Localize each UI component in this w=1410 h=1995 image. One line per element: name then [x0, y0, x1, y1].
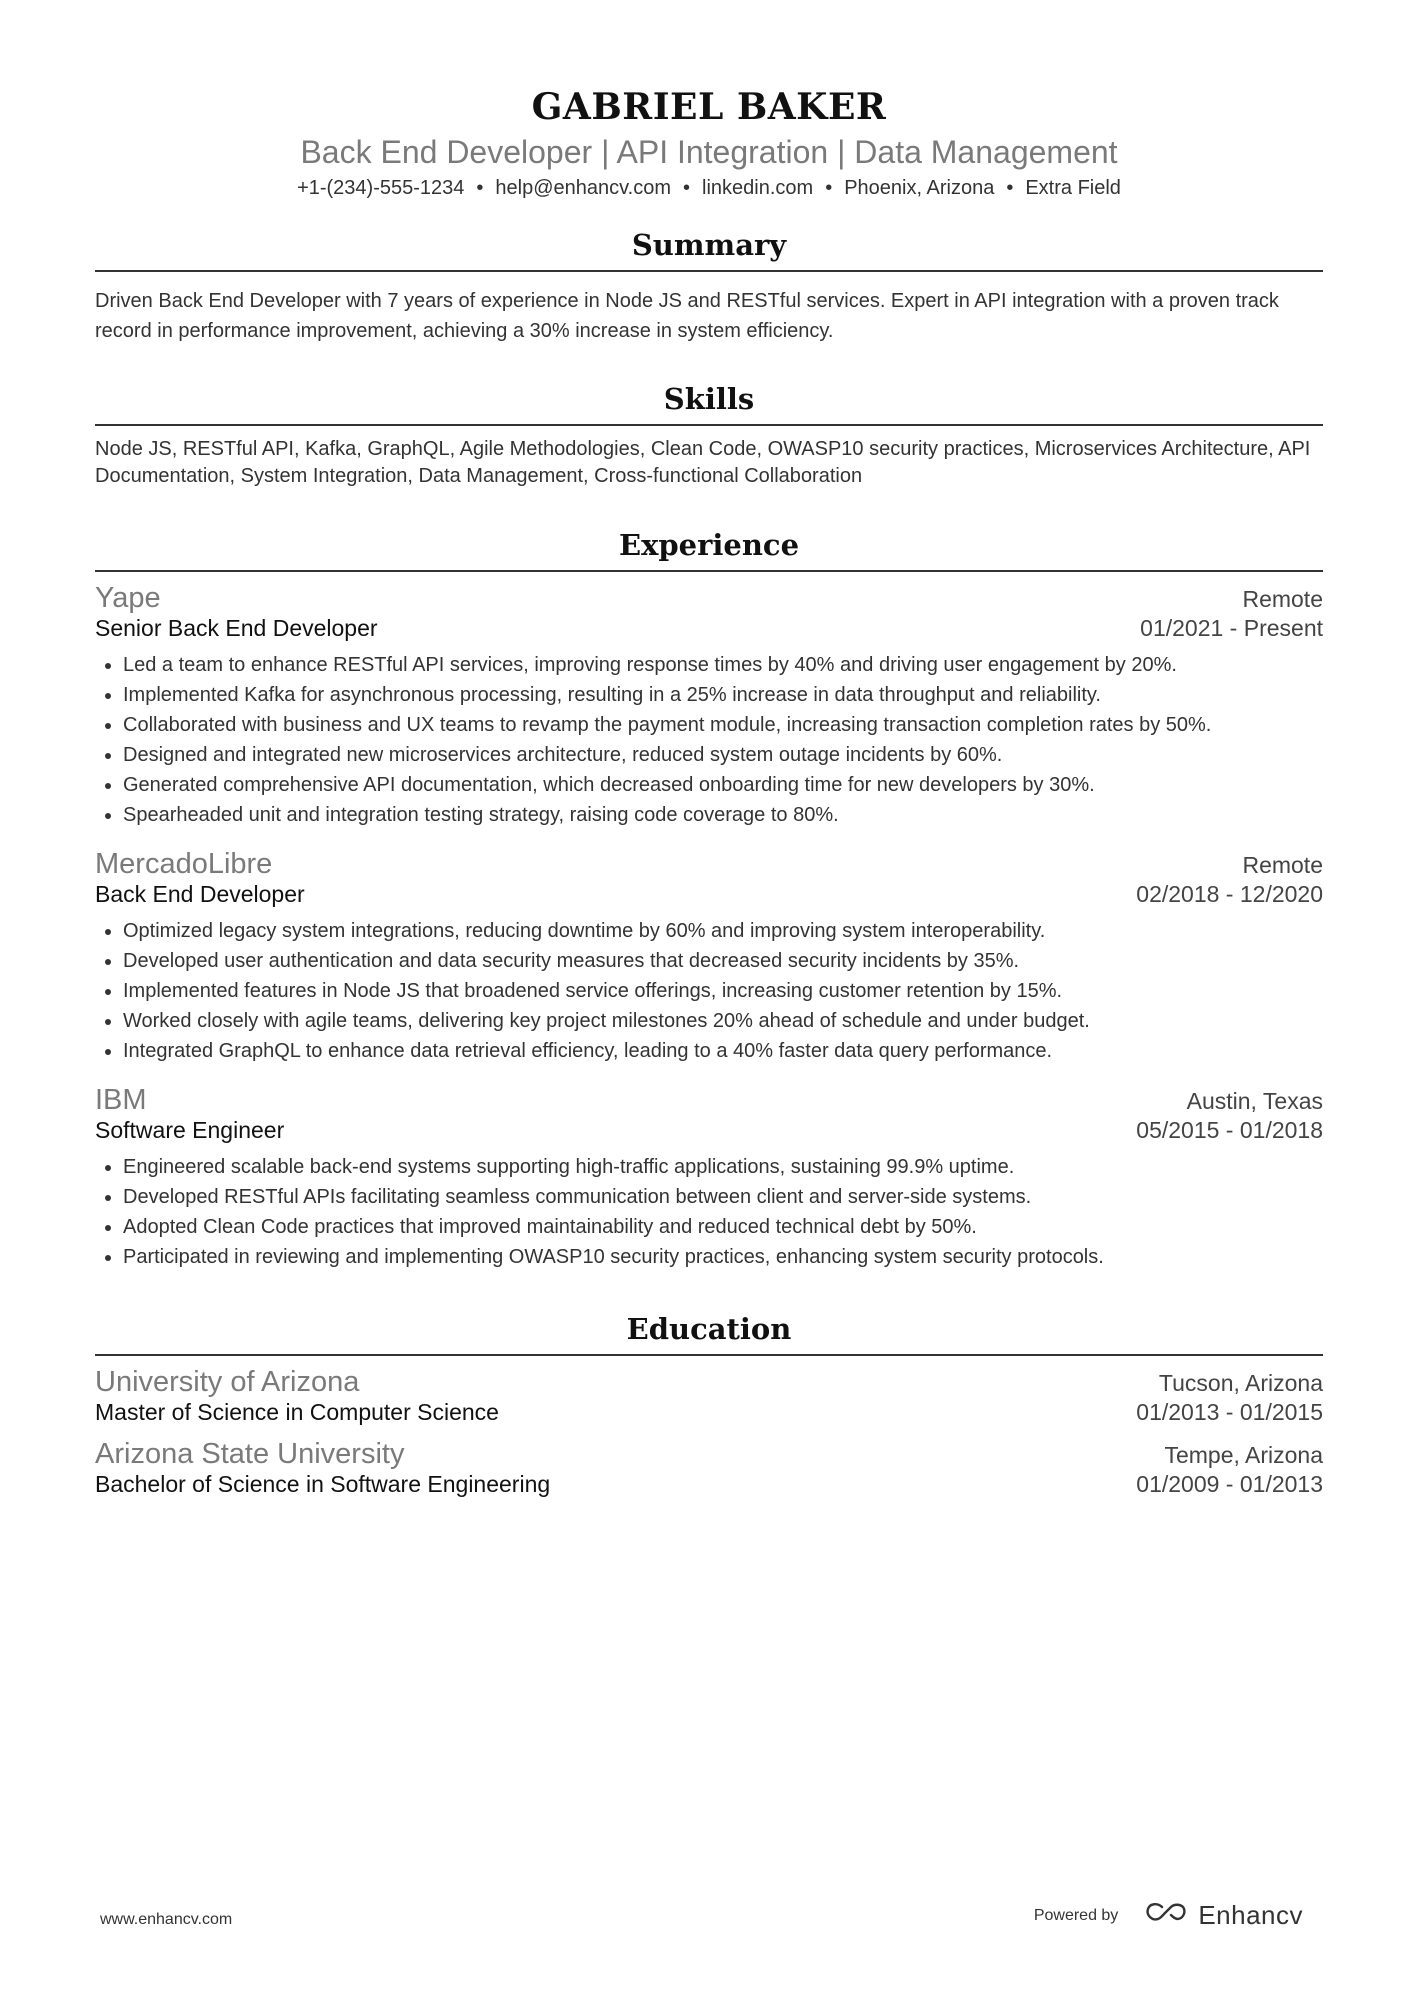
contact-phone: +1-(234)-555-1234	[297, 177, 465, 199]
footer-website[interactable]: www.enhancv.com	[100, 1911, 233, 1928]
contact-line	[95, 177, 1323, 200]
job-bullet: • Worked closely with agile teams, delivering key project milestones 20% ahead of schedule and under budget.	[123, 1006, 1323, 1036]
bullet-separator: •	[476, 177, 484, 199]
powered-by-label: Powered by	[1033, 1906, 1119, 1924]
enhancv-logo-icon	[1144, 1901, 1190, 1930]
school-name: Arizona State University	[95, 1438, 405, 1470]
job-dates: 02/2018 - 12/2020	[1136, 881, 1323, 907]
job-location: Austin, Texas	[1186, 1088, 1323, 1114]
contact-location: Phoenix, Arizona	[844, 177, 995, 199]
job-entry	[95, 848, 1323, 1066]
job-bullet: • Developed user authentication and data security measures that decreased security incidents by 35%.	[123, 946, 1323, 976]
bullet-separator: •	[825, 177, 833, 199]
job-bullet: • Implemented Kafka for asynchronous processing, resulting in a 25% increase in data throughput and reliability.	[123, 680, 1323, 710]
summary-section	[95, 228, 1323, 346]
job-title: Back End Developer	[95, 881, 305, 907]
education-dates: 01/2009 - 01/2013	[1136, 1471, 1323, 1497]
job-entry	[95, 582, 1323, 830]
job-bullet: • Adopted Clean Code practices that improved maintainability and reduced technical debt by 50%.	[123, 1212, 1323, 1242]
job-bullet: • Developed RESTful APIs facilitating seamless communication between client and server-side systems.	[123, 1182, 1323, 1212]
company-name: IBM	[95, 1084, 147, 1116]
job-bullet: • Participated in reviewing and implementing OWASP10 security practices, enhancing system security protocols.	[123, 1242, 1323, 1272]
job-bullets	[95, 650, 1323, 830]
contact-email[interactable]: help@enhancv.com	[495, 177, 672, 199]
footer-branding	[1034, 1900, 1303, 1931]
summary-text: Driven Back End Developer with 7 years of experience in Node JS and RESTful services. Expert in API integration with a proven track record in performance improvement, achieving a 30% increase in system efficiency.	[95, 290, 1279, 342]
job-bullet: • Implemented features in Node JS that broadened service offerings, increasing customer retention by 15%.	[123, 976, 1323, 1006]
job-title: Software Engineer	[95, 1117, 285, 1143]
job-title: Senior Back End Developer	[95, 615, 378, 641]
job-bullet: • Integrated GraphQL to enhance data retrieval efficiency, leading to a 40% faster data query performance.	[123, 1036, 1323, 1066]
job-bullet: • Optimized legacy system integrations, reducing downtime by 60% and improving system interoperability.	[123, 916, 1323, 946]
job-dates: 01/2021 - Present	[1140, 615, 1323, 641]
job-dates: 05/2015 - 01/2018	[1136, 1117, 1323, 1143]
candidate-name: GABRIEL BAKER	[531, 86, 887, 128]
education-section	[95, 1312, 1323, 1498]
education-entry	[95, 1438, 1323, 1498]
school-name: University of Arizona	[95, 1366, 360, 1398]
job-bullets	[95, 916, 1323, 1066]
job-bullets	[95, 1152, 1323, 1272]
enhancv-brand-name: Enhancv	[1198, 1900, 1303, 1930]
bullet-separator: •	[683, 177, 691, 199]
job-bullet: • Led a team to enhance RESTful API services, improving response times by 40% and driving user engagement by 20%.	[123, 650, 1323, 680]
headline: Back End Developer | API Integration | Data Management	[300, 134, 1118, 170]
bullet-separator: •	[1006, 177, 1014, 199]
contact-linkedin[interactable]: linkedin.com	[702, 177, 814, 199]
job-location: Remote	[1242, 852, 1323, 878]
experience-section	[95, 528, 1323, 1272]
degree: Bachelor of Science in Software Engineering	[95, 1471, 551, 1497]
section-title-summary: Summary	[95, 228, 1323, 272]
degree: Master of Science in Computer Science	[95, 1399, 499, 1425]
skills-section	[95, 382, 1323, 490]
company-name: MercadoLibre	[95, 848, 273, 880]
section-title-experience: Experience	[95, 528, 1323, 572]
job-bullet: • Spearheaded unit and integration testing strategy, raising code coverage to 80%.	[123, 800, 1323, 830]
skills-text: Node JS, RESTful API, Kafka, GraphQL, Agile Methodologies, Clean Code, OWASP10 security practices, Microservices Architecture, API Documentation, System Integration, Data Management, Cross-functional Collaboration	[95, 438, 1311, 487]
job-bullet: • Generated comprehensive API documentation, which decreased onboarding time for new developers by 30%.	[123, 770, 1323, 800]
school-location: Tucson, Arizona	[1158, 1370, 1323, 1396]
job-bullet: • Collaborated with business and UX teams to revamp the payment module, increasing transaction completion rates by 50%.	[123, 710, 1323, 740]
section-title-education: Education	[95, 1312, 1323, 1356]
section-title-skills: Skills	[95, 382, 1323, 426]
education-dates: 01/2013 - 01/2015	[1136, 1399, 1323, 1425]
job-bullet: • Designed and integrated new microservices architecture, reduced system outage incidents by 60%.	[123, 740, 1323, 770]
company-name: Yape	[95, 582, 161, 614]
job-location: Remote	[1242, 586, 1323, 612]
contact-extra-field: Extra Field	[1025, 177, 1121, 199]
job-bullet: • Engineered scalable back-end systems supporting high-traffic applications, sustaining 99.9% uptime.	[123, 1152, 1323, 1182]
education-entry	[95, 1366, 1323, 1426]
school-location: Tempe, Arizona	[1164, 1442, 1323, 1468]
job-entry	[95, 1084, 1323, 1272]
resume-page	[95, 0, 1323, 1498]
